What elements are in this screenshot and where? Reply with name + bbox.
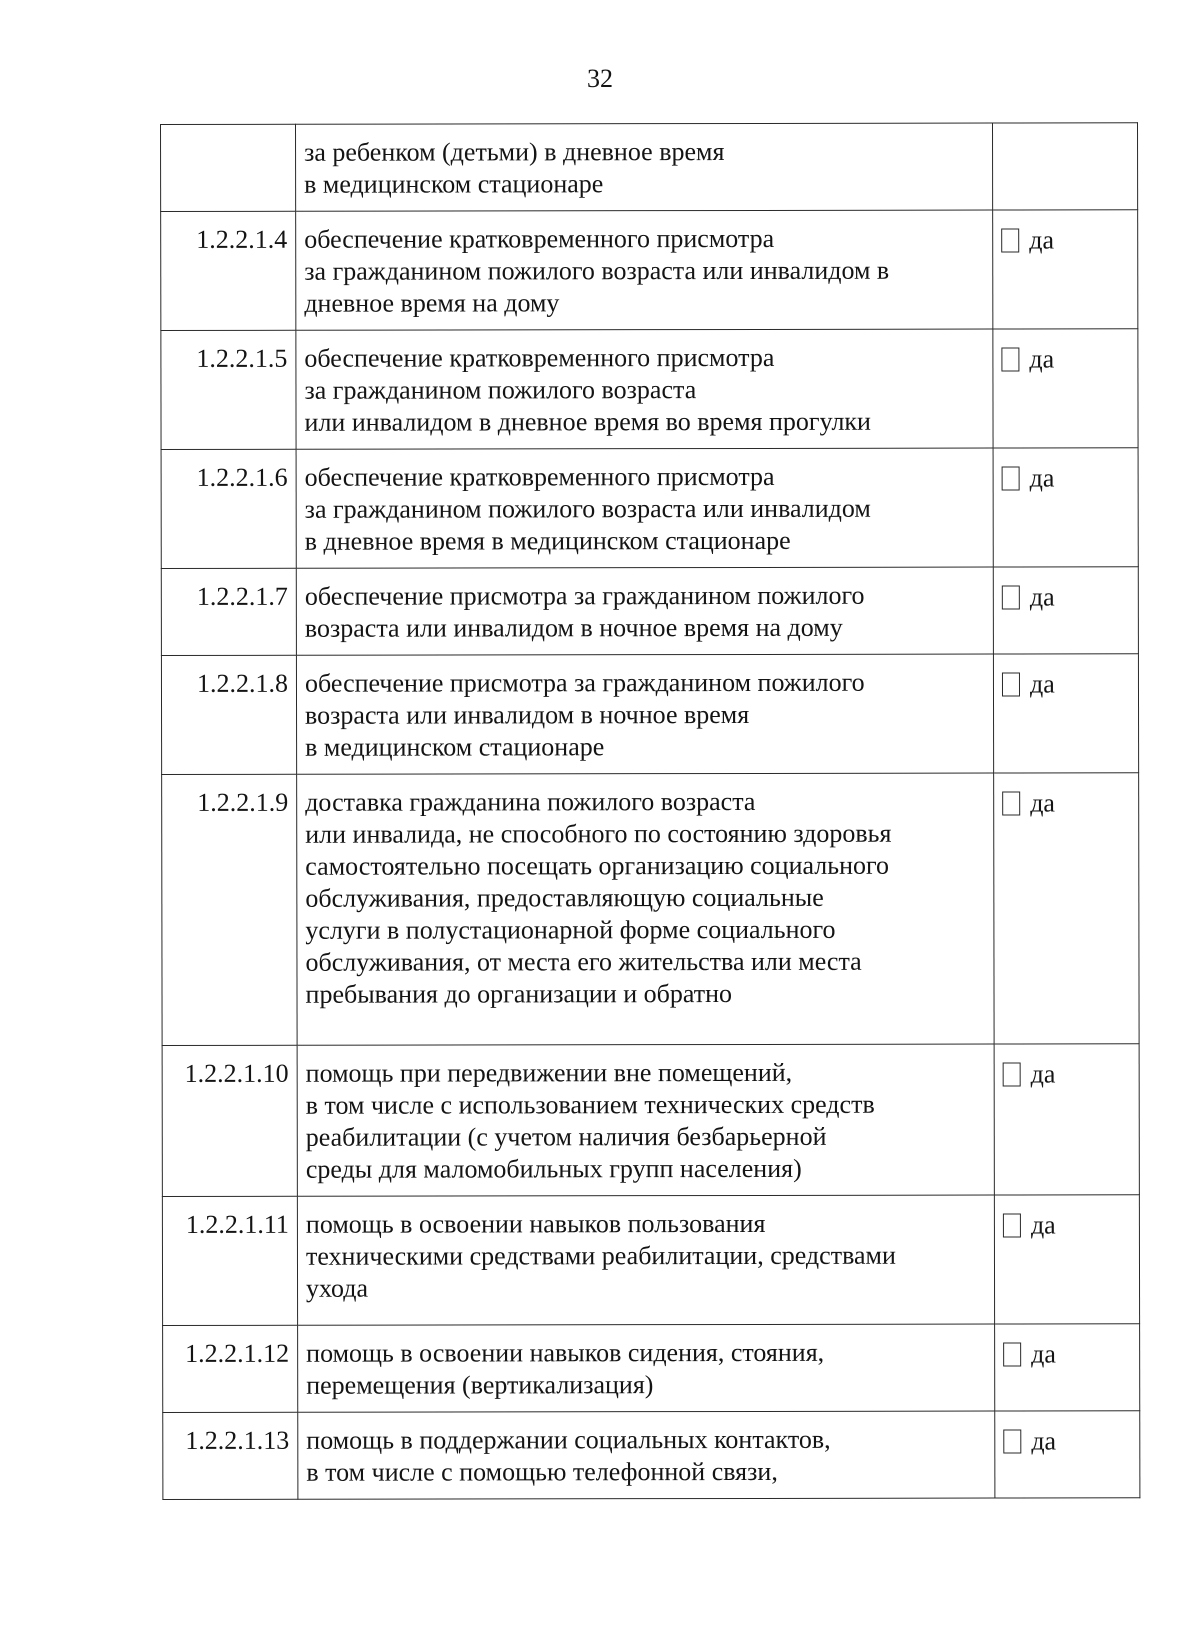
description-line: техническими средствами реабилитации, средствами — [305, 1240, 896, 1271]
checkbox-square-icon[interactable] — [1003, 1342, 1021, 1366]
checkbox-label: да — [1029, 344, 1055, 374]
row-number: 1.2.2.1.7 — [161, 568, 296, 655]
yes-checkbox[interactable] — [1003, 1209, 1056, 1241]
description-line: услуги в полустационарной форме социального — [305, 914, 836, 945]
table-row — [162, 1195, 1139, 1326]
row-number: 1.2.2.1.6 — [161, 449, 296, 568]
row-check-cell — [995, 1411, 1140, 1498]
checkbox-label: да — [1030, 1059, 1056, 1089]
checkbox-square-icon[interactable] — [1002, 672, 1020, 696]
description-line: самостоятельно посещать организацию социального — [305, 850, 890, 881]
row-description — [297, 1044, 994, 1196]
row-number: 1.2.2.1.4 — [161, 211, 296, 330]
checkbox-label: да — [1030, 788, 1055, 818]
description-line: или инвалидом в дневное время во время прогулки — [304, 406, 871, 437]
table-row — [161, 329, 1138, 450]
table-row — [161, 210, 1138, 331]
description-line: за ребенком (детьми) в дневное время — [304, 137, 725, 167]
table-row — [162, 1044, 1139, 1197]
row-check-cell — [993, 567, 1138, 654]
description-line: в медицинском стационаре — [304, 169, 604, 199]
description-line: обслуживания, предоставляющую социальные — [305, 882, 824, 913]
table-row — [161, 448, 1138, 569]
checkbox-square-icon[interactable] — [1003, 1213, 1021, 1237]
description-line: в том числе с использованием технических средств — [305, 1089, 875, 1120]
description-line: в том числе с помощью телефонной связи, — [306, 1456, 778, 1487]
description-line: ухода — [306, 1273, 369, 1303]
row-description — [298, 1411, 995, 1499]
checkbox-label: да — [1029, 463, 1055, 493]
row-check-cell — [994, 1195, 1139, 1324]
yes-checkbox[interactable] — [1001, 224, 1054, 256]
row-description — [296, 329, 993, 449]
table-row — [162, 773, 1139, 1046]
row-description — [296, 654, 993, 774]
description-line: обеспечение кратковременного присмотра — [304, 223, 775, 254]
row-number: 1.2.2.1.13 — [163, 1412, 298, 1499]
checkbox-square-icon[interactable] — [1003, 1429, 1021, 1453]
description-line: за гражданином пожилого возраста или инвалидом в — [304, 255, 890, 286]
row-check-cell — [994, 773, 1139, 1044]
yes-checkbox[interactable] — [1002, 581, 1055, 613]
description-line: за гражданином пожилого возраста — [304, 375, 697, 405]
row-number: 1.2.2.1.5 — [161, 330, 296, 449]
description-line: доставка гражданина пожилого возраста — [305, 786, 756, 817]
row-number: 1.2.2.1.11 — [162, 1196, 297, 1325]
row-check-cell — [993, 654, 1138, 773]
row-number: 1.2.2.1.9 — [162, 774, 297, 1045]
row-number: 1.2.2.1.12 — [163, 1325, 298, 1412]
checkbox-square-icon[interactable] — [1002, 586, 1020, 610]
table-row — [161, 567, 1138, 656]
description-line: за гражданином пожилого возраста или инвалидом — [304, 493, 871, 524]
table-row — [161, 654, 1138, 775]
table-row — [161, 123, 1138, 212]
row-description — [298, 1324, 995, 1412]
row-check-cell — [995, 1324, 1140, 1411]
description-line: обеспечение кратковременного присмотра — [304, 342, 775, 373]
description-line: пребывания до организации и обратно — [305, 979, 733, 1009]
description-line: перемещения (вертикализация) — [306, 1370, 654, 1400]
description-line: возраста или инвалидом в ночное время на дому — [304, 612, 843, 643]
row-description — [296, 448, 993, 568]
description-line: помощь в освоении навыков сидения, стояния, — [306, 1337, 825, 1368]
row-description — [297, 773, 994, 1045]
checkbox-label: да — [1029, 669, 1055, 699]
row-description — [296, 567, 993, 655]
description-line: реабилитации (с учетом наличия безбарьерной — [305, 1121, 827, 1152]
row-check-cell — [993, 329, 1138, 448]
yes-checkbox[interactable] — [1003, 1425, 1056, 1457]
yes-checkbox[interactable] — [1003, 1338, 1056, 1370]
row-check-cell — [992, 123, 1137, 210]
description-line: в медицинском стационаре — [305, 732, 605, 762]
description-line: возраста или инвалидом в ночное время — [305, 699, 750, 730]
row-check-cell — [993, 210, 1138, 329]
checkbox-square-icon[interactable] — [1003, 1062, 1021, 1086]
table-row — [163, 1324, 1140, 1413]
row-description — [297, 1195, 994, 1325]
row-description — [296, 210, 993, 330]
table-row — [163, 1411, 1140, 1500]
checkbox-label: да — [1030, 1210, 1056, 1240]
description-line: помощь в освоении навыков пользования — [305, 1208, 766, 1239]
description-line: в дневное время в медицинском стационаре — [304, 525, 791, 556]
checkbox-label: да — [1031, 1339, 1056, 1369]
description-line: помощь в поддержании социальных контактов, — [306, 1424, 831, 1455]
yes-checkbox[interactable] — [1001, 343, 1054, 375]
checkbox-label: да — [1029, 225, 1055, 255]
description-line: обеспечение присмотра за гражданином пожилого — [304, 667, 865, 698]
description-line: помощь при передвижении вне помещений, — [305, 1057, 793, 1088]
description-line: обслуживания, от места его жительства или места — [305, 946, 862, 977]
page-number: 32 — [587, 64, 613, 93]
row-check-cell — [993, 448, 1138, 567]
yes-checkbox[interactable] — [1003, 1058, 1056, 1090]
row-number: 1.2.2.1.10 — [162, 1045, 297, 1196]
services-table — [160, 122, 1140, 1500]
description-line: обеспечение кратковременного присмотра — [304, 461, 775, 492]
yes-checkbox[interactable] — [1002, 462, 1055, 494]
checkbox-label: да — [1031, 1426, 1057, 1456]
description-line: среды для маломобильных групп населения) — [305, 1153, 802, 1184]
checkbox-square-icon[interactable] — [1001, 348, 1019, 372]
row-description — [296, 123, 993, 211]
checkbox-square-icon[interactable] — [1002, 791, 1020, 815]
checkbox-square-icon[interactable] — [1002, 467, 1020, 491]
row-number: 1.2.2.1.8 — [161, 655, 296, 774]
row-check-cell — [994, 1044, 1139, 1195]
description-line: или инвалида, не способного по состоянию здоровья — [305, 818, 892, 849]
description-line: обеспечение присмотра за гражданином пожилого — [304, 580, 865, 611]
checkbox-label: да — [1029, 582, 1055, 612]
row-number — [161, 124, 296, 211]
yes-checkbox[interactable] — [1002, 668, 1055, 700]
yes-checkbox[interactable] — [1002, 787, 1055, 819]
checkbox-square-icon[interactable] — [1001, 229, 1019, 253]
description-line: дневное время на дому — [304, 288, 560, 318]
